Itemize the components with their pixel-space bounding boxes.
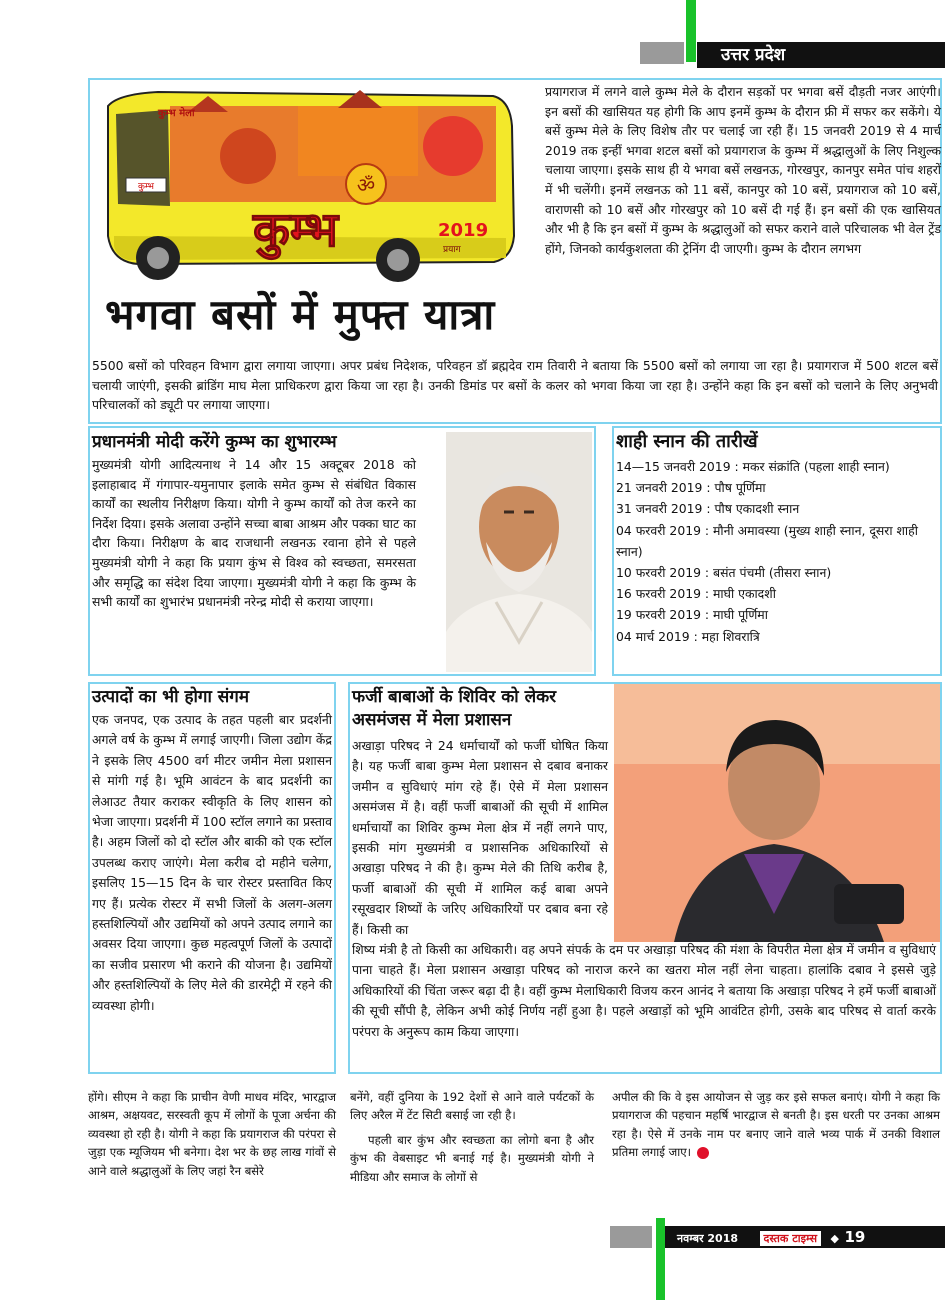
date-item: 16 फरवरी 2019 : माघी एकादशी (616, 586, 776, 602)
bottom-col-3 (612, 1088, 940, 1162)
modi-headline: प्रधानमंत्री मोदी करेंगे कुम्भ का शुभारम्भ (92, 432, 337, 452)
bus-year-text: 2019 (438, 220, 489, 241)
fake-babas-headline-line2: असमंजस में मेला प्रशासन (352, 710, 512, 730)
date-item: 21 जनवरी 2019 : पौष पूर्णिमा (616, 480, 766, 496)
bottom-col-3-text: अपील की कि वे इस आयोजन से जुड़ कर इसे सफल बनाएं। योगी ने कहा कि प्रयागराज की पहचान महर्षि भारद्वाज से बनती है। इस धरती पर उनका आश्रम रहा है। ऐसे में उनके नाम पर बनाए जाने वाले भव्य पार्क में उनकी विशाल प्रतिमा लगाई जाए। (612, 1090, 940, 1160)
dates-headline: शाही स्नान की तारीखें (616, 431, 758, 452)
fake-babas-headline (352, 686, 612, 732)
fake-babas-wide (352, 940, 936, 1042)
end-mark-icon (697, 1147, 709, 1159)
products-headline: उत्पादों का भी होगा संगम (92, 687, 250, 707)
lead-article-column (545, 82, 941, 258)
lead-column-text: प्रयागराज में लगने वाले कुम्भ मेले के दौरान सड़कों पर भगवा बसें दौड़ती नजर आएंगी। इन बसों की खासियत यह होगी कि आप इनमें कुम्भ के दौरान फ्री में सफर कर सकेंगे। ये बसें कुम्भ मेले के लिए विशेष तौर पर चलाई जा रही हैं। 15 जनवरी 2019 से 4 मार्च 2019 तक इन्हीं भगवा शटल बसों को प्रयागराज के कुम्भ में श्रद्धालुओं के लिए निशुल्क चलाया जाएगा। इसके साथ ही ये भगवा बसें लखनऊ, गोरखपुर, कानपुर समेत पांच शहरों में भी चलेंगी। इनमें लखनऊ को 11 बसें, कानपुर को 10 बसें, प्रयागराज को 10 बसें, वाराणसी को 10 बसें और गोरखपुर को 10 बसें दी गई हैं। इन बसों की एक खासियत और भी है कि इन बसों में कुम्भ के श्रद्धालुओं को सफर कराने वाले परिचालक भी वेल ट्रेंड होंगे, जिनको कार्यकुशलता की ट्रेनिंग दी जाएगी। कुम्भ के दौरान लगभग (545, 84, 941, 256)
bottom-col-1 (88, 1088, 336, 1180)
footer-diamond-icon: ◆ (830, 1232, 839, 1245)
date-item: 31 जनवरी 2019 : पौष एकादशी स्नान (616, 501, 800, 517)
date-item: 04 मार्च 2019 : महा शिवरात्रि (616, 628, 760, 644)
fake-babas-wide-text: शिष्य मंत्री है तो किसी का अधिकारी। वह अपने संपर्क के दम पर अखाड़ा परिषद की मंशा के विपरीत मेला क्षेत्र में जमीन व सुविधाएं पाना चाहते हैं। मेला प्रशासन अखाड़ा परिषद को नाराज करने का खतरा मोल नहीं लेना चाहता। हालांकि दबाव ने इससे जुड़े अधिकारियों की चिंता जरूर बढ़ा दी है। वहीं कुम्भ मेलाधिकारी विजय करन आनंद ने बताया कि अखाड़ा परिषद ने हमें फर्जी बाबाओं की सूची सौंपी है, लेकिन अभी कोई निर्णय नहीं हुआ है। पहले अखाड़ों को भूमि आवंटित होगी, उसके बाद परिषद से वार्ता करके परंपरा के अनुरूप काम किया जाएगा। (352, 942, 936, 1039)
footer-gray-block (610, 1226, 652, 1248)
lead-article-bottom (92, 356, 938, 415)
bottom-col-2-p1: बनेंगे, वहीं दुनिया के 192 देशों से आने वाले पर्यटकों के लिए अरैल में टेंट सिटी बसाई जा रही है। (350, 1090, 594, 1123)
bus-image (98, 86, 516, 288)
bottom-col-2-p2: पहली बार कुंभ और स्वच्छता का लोगो बना है और कुंभ की वेबसाइट भी बनाई गई है। मुख्यमंत्री योगी ने मीडिया और समाज के लोगों से (350, 1132, 594, 1184)
modi-photo (446, 432, 592, 672)
modi-article-body (92, 455, 416, 612)
bus-small-sign: कुम्भ (138, 182, 154, 192)
lead-headline: भगवा बसों में मुफ्त यात्रा (105, 290, 496, 339)
bus-top-sign: कुम्भ मेला (158, 108, 195, 119)
header-gray-block (640, 42, 684, 64)
modi-text: मुख्यमंत्री योगी आदित्यनाथ ने 14 और 15 अक्टूबर 2018 को इलाहाबाद में गंगापार-यमुनापार इलाके समेत कुम्भ से संबंधित विकास कार्यों का स्थलीय निरीक्षण किया। योगी ने कुम्भ कार्यों को तेज करने का निर्देश दिया। इसके अलावा उन्होंने सच्चा बाबा आश्रम और पक्का घाट का दौरा किया। निरीक्षण के बाद राजधानी लखनऊ रवाना होने से पहले मुख्यमंत्री योगी ने कहा कि प्रयाग कुंभ से विश्व को स्वच्छता, समरसता और समृद्धि का संदेश दिया जाएगा। मुख्यमंत्री योगी ने कहा कि कुम्भ के सभी कार्यों का शुभारंभ प्रधानमंत्री नरेन्द्र मोदी से कराया जाएगा। (92, 457, 416, 610)
footer-magazine-logo: दस्तक टाइम्स (760, 1231, 821, 1246)
footer-month: नवम्बर 2018 (677, 1232, 739, 1245)
date-item: 19 फरवरी 2019 : माघी पूर्णिमा (616, 607, 768, 623)
om-symbol: ॐ (356, 173, 376, 197)
fake-babas-headline-line1: फर्जी बाबाओं के शिविर को लेकर (352, 687, 557, 707)
date-item: 14—15 जनवरी 2019 : मकर संक्रांति (पहला शाही स्नान) (616, 459, 890, 474)
footer-green-bar (656, 1218, 665, 1300)
date-item: 04 फरवरी 2019 : मौनी अमावस्या (मुख्य शाही स्नान, दूसरा शाही स्नान) (616, 522, 918, 559)
footer-bar (665, 1226, 945, 1248)
bus-year-small: प्रयाग (443, 245, 461, 255)
section-title: उत्तर प्रदेश (697, 42, 945, 68)
bus-kumbh-text: कुम्भ (253, 202, 339, 258)
page-number: 19 (844, 1228, 866, 1246)
official-photo (614, 684, 940, 942)
products-body (92, 710, 332, 1016)
dates-list (616, 456, 932, 647)
header-green-bar (686, 0, 696, 62)
bottom-col-2 (350, 1088, 594, 1186)
fake-babas-col-text: अखाड़ा परिषद ने 24 धर्माचार्यों को फर्जी घोषित किया है। यह फर्जी बाबा कुम्भ मेला प्रशासन से दबाव बनाकर जमीन व सुविधाएं मांग रहे हैं। ऐसे में मेला प्रशासन असमंजस में है। वहीं फर्जी बाबाओं की सूची में शामिल धर्माचार्यों का शिविर कुम्भ मेला क्षेत्र में नहीं लगने पाए, इसकी मांग मुख्यमंत्री व प्रशासनिक अधिकारियों से अखाड़ा परिषद ने की है। कुम्भ मेले की तिथि करीब है, फर्जी बाबाओं की सूची में शामिल कई बाबा अपने रसूखदार शिष्यों के जरिए अधिकारियों पर दबाव बना रहे हैं। किसी का (352, 738, 608, 937)
fake-babas-column (352, 736, 608, 940)
lead-bottom-text: 5500 बसों को परिवहन विभाग द्वारा लगाया जाएगा। अपर प्रबंध निदेशक, परिवहन डॉ ब्रह्मदेव राम तिवारी ने बताया कि 5500 बसों को लगाया जा रहा है। प्रयागराज में 500 शटल बसें चलायी जाएंगी, इसकी ब्रांडिंग माघ मेला प्राधिकरण द्वारा किया जा रहा है। उनकी डिमांड पर बसों के कलर को भगवा किया जा रहा है। उन्होंने कहा कि इन बसों को चलाने के लिए अनुभवी परिचालकों को ड्यूटी पर लगाया जाएगा। (92, 358, 938, 413)
bottom-col-1-text: होंगे। सीएम ने कहा कि प्राचीन वेणी माधव मंदिर, भारद्वाज आश्रम, अक्षयवट, सरस्वती कूप में लोगों के पूजा अर्चना की व्यवस्था हो रही है। योगी ने कहा कि प्रयागराज की परंपरा से जुड़ा एक म्यूजियम भी बनेगा। देश भर के छह लाख गांवों से आने वाले श्रद्धालुओं के लिए जहां रैन बसेरे (88, 1090, 336, 1178)
date-item: 10 फरवरी 2019 : बसंत पंचमी (तीसरा स्नान) (616, 565, 832, 581)
products-text: एक जनपद, एक उत्पाद के तहत पहली बार प्रदर्शनी अगले वर्ष के कुम्भ में लगाई जाएगी। जिला उद्योग केंद्र ने इसके लिए 4500 वर्ग मीटर जमीन मेला प्रशासन से मांगी गई है। भूमि आवंटन के बाद प्रदर्शनी का लेआउट तैयार कराकर स्वीकृति के लिए शासन को भेजा जाएगा। प्रदर्शनी में 100 स्टॉल लगाने का प्रस्ताव है। अहम जिलों को दो स्टॉल और बाकी को एक स्टॉल उपलब्ध कराए जाएंगे। मेला करीब दो महीने चलेगा, इसलिए 15—15 दिन के चार रोस्टर प्रस्तावित किए गए हैं। प्रत्येक रोस्टर में सभी जिलों के अलग-अलग हस्तशिल्पियों और उद्यमियों को अपने उत्पाद लगाने का अवसर दिया जाएगा। कुछ महत्वपूर्ण जिलों के उत्पादों का सजीव प्रसारण भी कराने की योजना है। उद्यमियों और हस्तशिल्पियों के लिए मेले की डारमेट्री में रहने की व्यवस्था होगी। (92, 712, 332, 1013)
